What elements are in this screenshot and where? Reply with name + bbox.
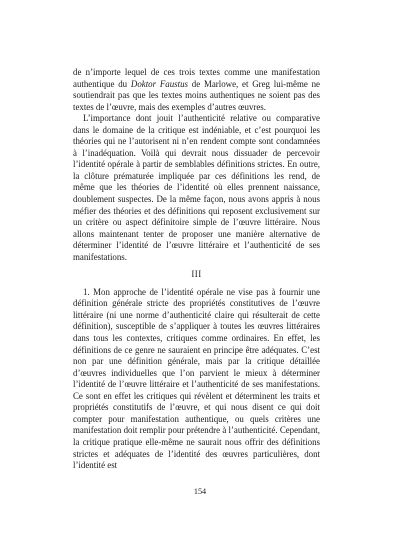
paragraph-1-text-a: de n’importe lequel de ces trois textes comme une manifestation authentique du <box>73 67 320 89</box>
section-heading: III <box>191 269 202 280</box>
paragraph-authenticity: L’importance dont jouit l’authenticité relative ou comparative dans le domaine de la critique est indéniable, et c’est pourquoi les théories qui ne l’autorisent ni n’en rendent compte sont condamnées à l’inadéquation. Voilà qui devrait nous dissuader de percevoir l’identité opérale à partir de semblables définitions strictes. En outre, la clôture prématurée impliquée par ces définitions les rend, de même que les théories de l’identité où elles prennent naissance, doublement suspectes. De la même façon, nous avons appris à nous méfier des théories et des définitions qui reposent exclusivement sur un critère ou aspect définitoire simple de l’œuvre littéraire. Nous allons maintenant tenter de proposer une manière alternative de déterminer l’identité de l’œuvre littéraire et l’authenticité de ses manifestations. <box>73 113 320 262</box>
paragraph-continuation <box>73 67 320 113</box>
paragraph-section-iii: 1. Mon approche de l’identité opérale ne vise pas à fournir une définition générale stricte des propriétés constitutives de l’œuvre littéraire (ni une norme d’authenticité claire qui résulterait de cette définition), susceptible de s’appliquer à toutes les œuvres littéraires dans tous les contextes, critiques comme ordinaires. En effet, les définitions de ce genre ne sauraient en principe être adéquates. C’est non par une définition générale, mais par la critique détaillée d’œuvres individuelles que l’on parvient le mieux à déterminer l’identité de l’œuvre littéraire et l’authenticité de ses manifestations. Ce sont en effet les critiques qui révèlent et déterminent les traits et propriétés constitutifs de l’œuvre, et qui nous disent ce qui doit compter pour manifestation authentique, ou quels critères une manifestation doit remplir pour prétendre à l’authenticité. Cependant, la critique pratique elle-même ne saurait nous offrir des définitions strictes et adéquates de l’identité des œuvres particulières, dont l’identité est <box>73 286 320 471</box>
page-number: 154 <box>193 487 207 496</box>
page-body <box>73 67 320 472</box>
work-title-italic: Doktor Faustus <box>130 78 188 89</box>
paragraph-1-text-b: de Marlowe, et Greg lui-même ne soutiendrait pas que les textes moins authentiques ne soient pas des textes de l’œuvre, mais des exemples d’autres œuvres. <box>73 78 320 112</box>
